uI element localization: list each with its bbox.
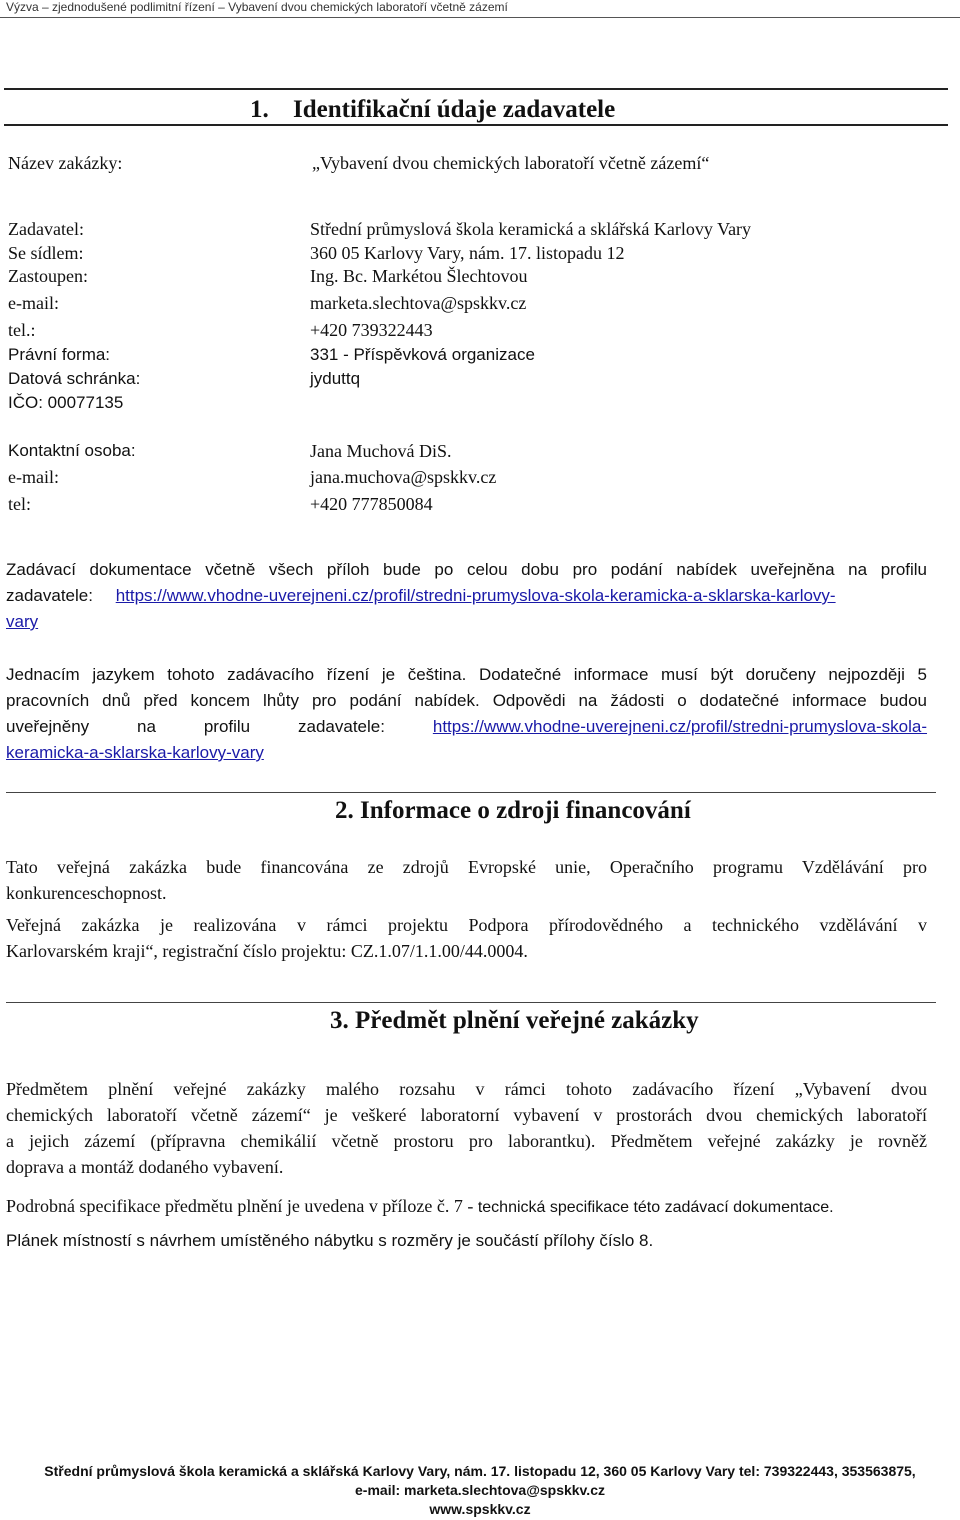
section3-rule	[6, 1002, 936, 1003]
project-line: Karlovarském kraji“, registrační číslo projektu: CZ.1.07/1.1.00/44.0004.	[6, 941, 528, 961]
language-paragraph	[6, 662, 927, 766]
field-label: Zastoupen:	[8, 266, 88, 286]
profile-link[interactable]: https://www.vhodne-uverejneni.cz/profil/stredni-prumyslova-skola-keramicka-a-sklarska-karlovy-	[115, 586, 836, 605]
project-line: Veřejná zakázka je realizována v rámci projektu Podpora přírodovědného a technického vzdělávání v	[6, 915, 927, 935]
field-label: e-mail:	[8, 293, 59, 313]
profile-link-continued[interactable]: vary	[6, 612, 39, 631]
language-prefix: uveřejněny na profilu zadavatele:	[6, 717, 385, 736]
contact-label: e-mail:	[8, 467, 59, 487]
field-value: jyduttq	[310, 369, 361, 388]
documentation-prefix: zadavatele:	[6, 586, 93, 605]
footer-website: www.spskkv.cz	[429, 1501, 531, 1517]
contract-value: „Vybavení dvou chemických laboratoří včetně zázemí“	[312, 153, 710, 173]
footer-address: Střední průmyslová škola keramická a sklářská Karlovy Vary, nám. 17. listopadu 12, 360 05 Karlovy Vary tel: 739322443, 353563875,	[44, 1463, 916, 1479]
subject-paragraph	[6, 1076, 927, 1180]
specification-line	[6, 1196, 834, 1217]
floorplan-line: Plánek místností s návrhem umístěného nábytku s rozměry je součástí přílohy číslo 8.	[6, 1231, 654, 1250]
funding-paragraph	[6, 854, 927, 906]
field-value: 360 05 Karlovy Vary, nám. 17. listopadu 12	[310, 243, 625, 263]
section1-heading	[250, 96, 615, 124]
contact-label: Kontaktní osoba:	[8, 441, 136, 460]
field-label: Právní forma:	[8, 345, 111, 364]
contact-value: jana.muchova@spskkv.cz	[310, 467, 497, 487]
language-line: Jednacím jazykem tohoto zadávacího řízení je čeština. Dodatečné informace musí být doručeny nejpozději 5	[6, 665, 927, 684]
footer-email: e-mail: marketa.slechtova@spskkv.cz	[355, 1482, 605, 1498]
specification-text-sans: technická specifikace této zadávací dokumentace.	[477, 1199, 834, 1216]
funding-line: konkurenceschopnost.	[6, 883, 167, 903]
ico: IČO: 00077135	[8, 393, 124, 412]
field-value: marketa.slechtova@spskkv.cz	[310, 293, 527, 313]
answers-link-continued[interactable]: keramicka-a-sklarska-karlovy-vary	[6, 743, 264, 762]
section2-rule	[6, 792, 936, 793]
contract-label: Název zakázky:	[8, 153, 123, 173]
section1-rule-bottom	[4, 124, 948, 126]
subject-line: Předmětem plnění veřejné zakázky malého rozsahu v rámci tohoto zadávacího řízení „Vybavení dvou	[6, 1079, 927, 1099]
field-value: Ing. Bc. Markétou Šlechtovou	[310, 266, 528, 286]
specification-text: Podrobná specifikace předmětu plnění je uvedena v příloze č. 7 -	[6, 1196, 474, 1216]
contact-label: tel:	[8, 494, 31, 514]
language-line: pracovních dnů před koncem lhůty pro podání nabídek. Odpovědi na žádosti o dodatečné informace budou	[6, 691, 927, 710]
field-label: Se sídlem:	[8, 243, 84, 263]
field-value: 331 - Příspěvková organizace	[310, 345, 535, 364]
project-paragraph	[6, 912, 927, 964]
header-divider	[0, 17, 960, 18]
subject-line: doprava a montáž dodaného vybavení.	[6, 1157, 284, 1177]
field-label: tel.:	[8, 320, 36, 340]
section1-rule-top	[4, 88, 948, 90]
documentation-line: Zadávací dokumentace včetně všech příloh bude po celou dobu pro podání nabídek uveřejněna na profilu	[6, 560, 927, 579]
page-header: Výzva – zjednodušené podlimitní řízení – Vybavení dvou chemických laboratoří včetně zázemí	[6, 0, 508, 14]
field-label: Datová schránka:	[8, 369, 141, 388]
contact-value: Jana Muchová DiS.	[310, 441, 452, 461]
section2-title: 2. Informace o zdroji financování	[335, 797, 691, 824]
funding-line: Tato veřejná zakázka bude financována ze zdrojů Evropské unie, Operačního programu Vzdělávání pro	[6, 857, 927, 877]
footer	[0, 1462, 960, 1519]
documentation-paragraph	[6, 557, 927, 635]
section1-title: Identifikační údaje zadavatele	[293, 96, 616, 123]
subject-line: a jejich zázemí (přípravna chemikálií včetně prostoru pro laborantku). Předmětem veřejné zakázky je rovněž	[6, 1131, 927, 1151]
field-value: +420 739322443	[310, 320, 433, 340]
field-value: Střední průmyslová škola keramická a sklářská Karlovy Vary	[310, 219, 752, 239]
subject-line: chemických laboratoří včetně zázemí“ je veškeré laboratorní vybavení v prostorách dvou chemických laboratoří	[6, 1105, 927, 1125]
section1-number: 1.	[250, 96, 269, 123]
answers-link[interactable]: https://www.vhodne-uverejneni.cz/profil/stredni-prumyslova-skola-	[432, 717, 928, 736]
section3-title: 3. Předmět plnění veřejné zakázky	[330, 1007, 699, 1034]
field-label: Zadavatel:	[8, 219, 84, 239]
contact-value: +420 777850084	[310, 494, 433, 514]
